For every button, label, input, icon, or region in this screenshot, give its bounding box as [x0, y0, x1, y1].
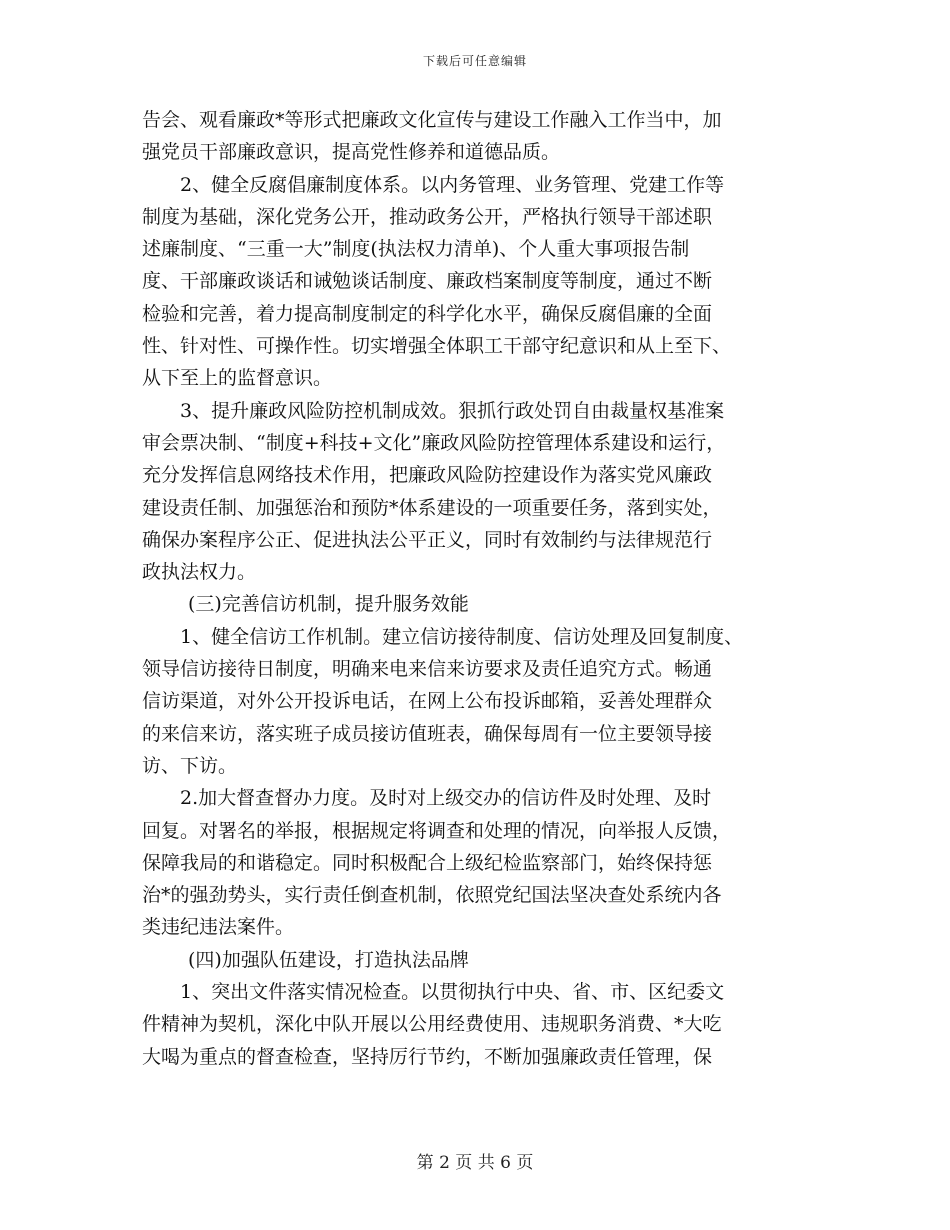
paragraph-line: 检验和完善，着力提高制度制定的科学化水平，确保反腐倡廉的全面	[142, 302, 713, 325]
page-header: 下载后可任意编辑	[422, 54, 527, 68]
paragraph-line: 的来信来访，落实班子成员接访值班表，确保每周有一位主要领导接	[142, 722, 713, 745]
paragraph-line: 访、下访。	[142, 754, 238, 777]
paragraph-line: 制度为基础，深化党务公开，推动政务公开，严格执行领导干部述职	[142, 205, 713, 228]
paragraph-line: 3、提升廉政风险防控机制成效。狠抓行政处罚自由裁量权基准案	[180, 399, 725, 422]
paragraph-line: 件精神为契机，深化中队开展以公用经费使用、违规职务消费、*大吃	[142, 1013, 722, 1036]
paragraph-line: 强党员干部廉政意识，提高党性修养和道德品质。	[142, 141, 561, 164]
paragraph-line: 确保办案程序公正、促进执法公平正义，同时有效制约与法律规范行	[142, 528, 713, 551]
paragraph-line: 审会票决制、“制度+科技+文化”廉政风险防控管理体系建设和运行，	[142, 431, 726, 454]
paragraph-line: 领导信访接待日制度，明确来电来信来访要求及责任追究方式。畅通	[142, 658, 713, 681]
document-body	[142, 104, 822, 1073]
paragraph-line: 政执法权力。	[142, 561, 257, 584]
paragraph-line: 1、突出文件落实情况检查。以贯彻执行中央、省、市、区纪委文	[180, 981, 725, 1004]
page-number-footer: 第 2 页 共 6 页	[416, 1153, 534, 1173]
paragraph-line: 2.加大督查督办力度。及时对上级交办的信访件及时处理、及时	[180, 787, 712, 810]
paragraph-line: 从下至上的监督意识。	[142, 367, 333, 390]
paragraph-line: 信访渠道，对外公开投诉电话，在网上公布投诉邮箱，妥善处理群众	[142, 690, 713, 713]
paragraph-line: 1、健全信访工作机制。建立信访接待制度、信访处理及回复制度、	[180, 625, 744, 648]
paragraph-line: 保障我局的和谐稳定。同时积极配合上级纪检监察部门，始终保持惩	[142, 851, 713, 874]
paragraph-line: 性、针对性、可操作性。切实增强全体职工干部守纪意识和从上至下、	[142, 335, 732, 358]
paragraph-line: 大喝为重点的督查检查，坚持厉行节约，不断加强廉政责任管理，保	[142, 1045, 713, 1068]
paragraph-line: 度、干部廉政谈话和诫勉谈话制度、廉政档案制度等制度，通过不断	[142, 270, 713, 293]
section-heading: (四)加强队伍建设，打造执法品牌	[188, 948, 469, 971]
paragraph-line: 类违纪违法案件。	[142, 916, 295, 939]
paragraph-line: 充分发挥信息网络技术作用，把廉政风险防控建设作为落实党风廉政	[142, 464, 713, 487]
paragraph-line: 回复。对署名的举报，根据规定将调查和处理的情况，向举报人反馈，	[142, 819, 732, 842]
paragraph-line: 2、健全反腐倡廉制度体系。以内务管理、业务管理、党建工作等	[180, 173, 725, 196]
paragraph-line: 建设责任制、加强惩治和预防*体系建设的一项重要任务，落到实处，	[142, 496, 722, 519]
section-heading: (三)完善信访机制，提升服务效能	[188, 593, 469, 616]
paragraph-line: 述廉制度、“三重一大”制度(执法权力清单)、个人重大事项报告制	[142, 238, 690, 261]
paragraph-line: 治*的强劲势头，实行责任倒查机制，依照党纪国法坚决查处系统内各	[142, 884, 722, 907]
paragraph-line: 告会、观看廉政*等形式把廉政文化宣传与建设工作融入工作当中，加	[142, 109, 722, 131]
